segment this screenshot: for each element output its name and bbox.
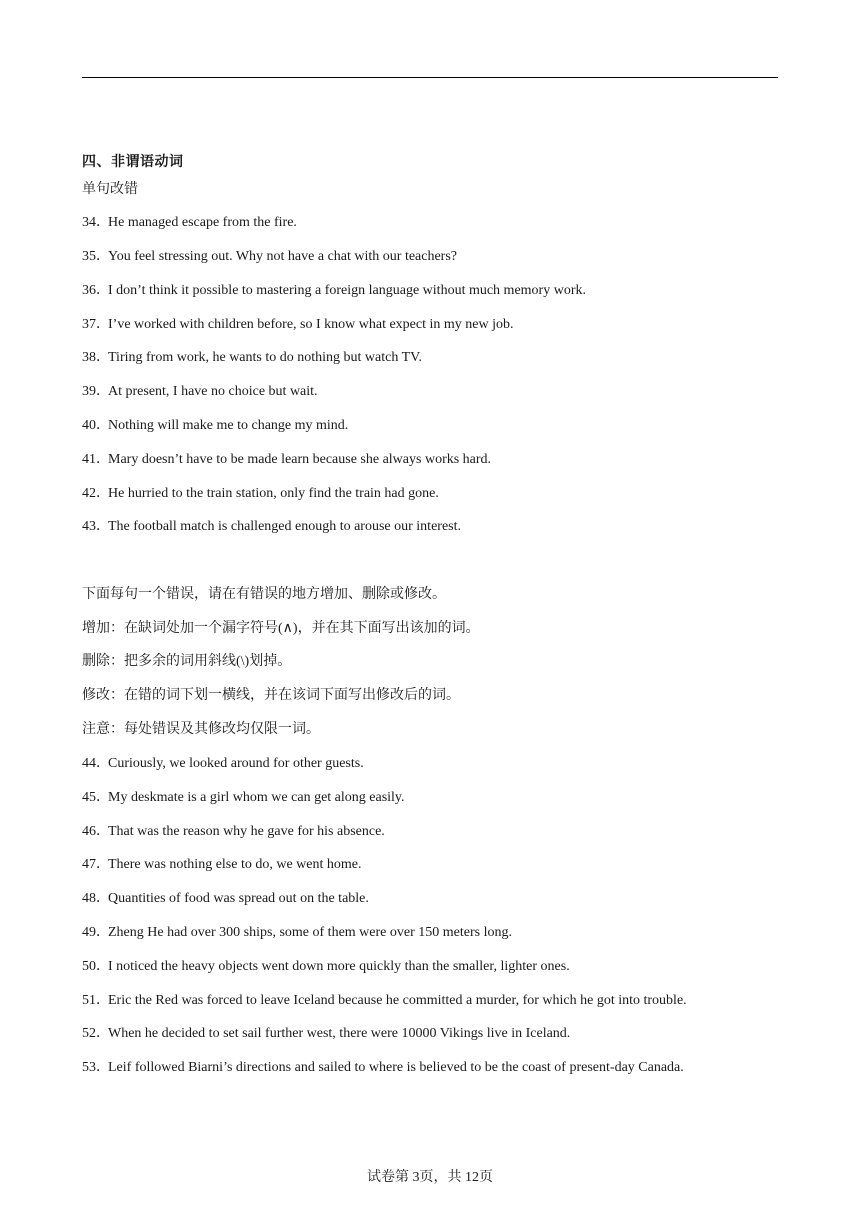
question-item: 45．My deskmate is a girl whom we can get along easily. (82, 790, 405, 805)
page-footer: 试卷第 3页，共 12页 (367, 1170, 493, 1185)
instruction-line: 修改：在错的词下划一横线，并在该词下面写出修改后的词。 (82, 688, 460, 703)
question-item: 46．That was the reason why he gave for his absence. (82, 824, 385, 839)
instruction-line: 注意：每处错误及其修改均仅限一词。 (82, 722, 320, 737)
question-item: 50．I noticed the heavy objects went down more quickly than the smaller, lighter ones. (82, 959, 570, 974)
section-title: 四、非谓语动词 (82, 155, 184, 170)
question-item: 41．Mary doesn’t have to be made learn because she always works hard. (82, 452, 492, 467)
question-item: 51．Eric the Red was forced to leave Iceland because he committed a murder, for which he got into trouble. (82, 993, 687, 1008)
question-item: 35．You feel stressing out. Why not have a chat with our teachers? (82, 249, 458, 264)
question-item: 47．There was nothing else to do, we went home. (82, 857, 362, 872)
question-item: 52．When he decided to set sail further west, there were 10000 Vikings live in Iceland. (82, 1026, 571, 1041)
question-item: 38．Tiring from work, he wants to do nothing but watch TV. (82, 350, 422, 365)
question-item: 37．I’ve worked with children before, so I know what expect in my new job. (82, 317, 514, 332)
instruction-line: 下面每句一个错误，请在有错误的地方增加、删除或修改。 (82, 587, 446, 602)
question-item: 42．He hurried to the train station, only find the train had gone. (82, 486, 439, 501)
question-item: 44．Curiously, we looked around for other guests. (82, 756, 364, 771)
section-subtitle: 单句改错 (82, 182, 138, 197)
question-item: 49．Zheng He had over 300 ships, some of them were over 150 meters long. (82, 925, 512, 940)
instruction-line: 增加：在缺词处加一个漏字符号(∧)，并在其下面写出该加的词。 (82, 621, 480, 636)
question-item: 40．Nothing will make me to change my mind. (82, 418, 349, 433)
header-rule (82, 77, 778, 78)
question-item: 48．Quantities of food was spread out on the table. (82, 891, 369, 906)
question-item: 43．The football match is challenged enough to arouse our interest. (82, 519, 462, 534)
question-item: 34．He managed escape from the fire. (82, 215, 297, 230)
question-item: 53．Leif followed Biarni’s directions and sailed to where is believed to be the coast of present-day Canada. (82, 1060, 684, 1075)
instruction-line: 删除：把多余的词用斜线(\)划掉。 (82, 654, 292, 669)
question-item: 39．At present, I have no choice but wait. (82, 384, 318, 399)
question-item: 36．I don’t think it possible to mastering a foreign language without much memory work. (82, 283, 586, 298)
